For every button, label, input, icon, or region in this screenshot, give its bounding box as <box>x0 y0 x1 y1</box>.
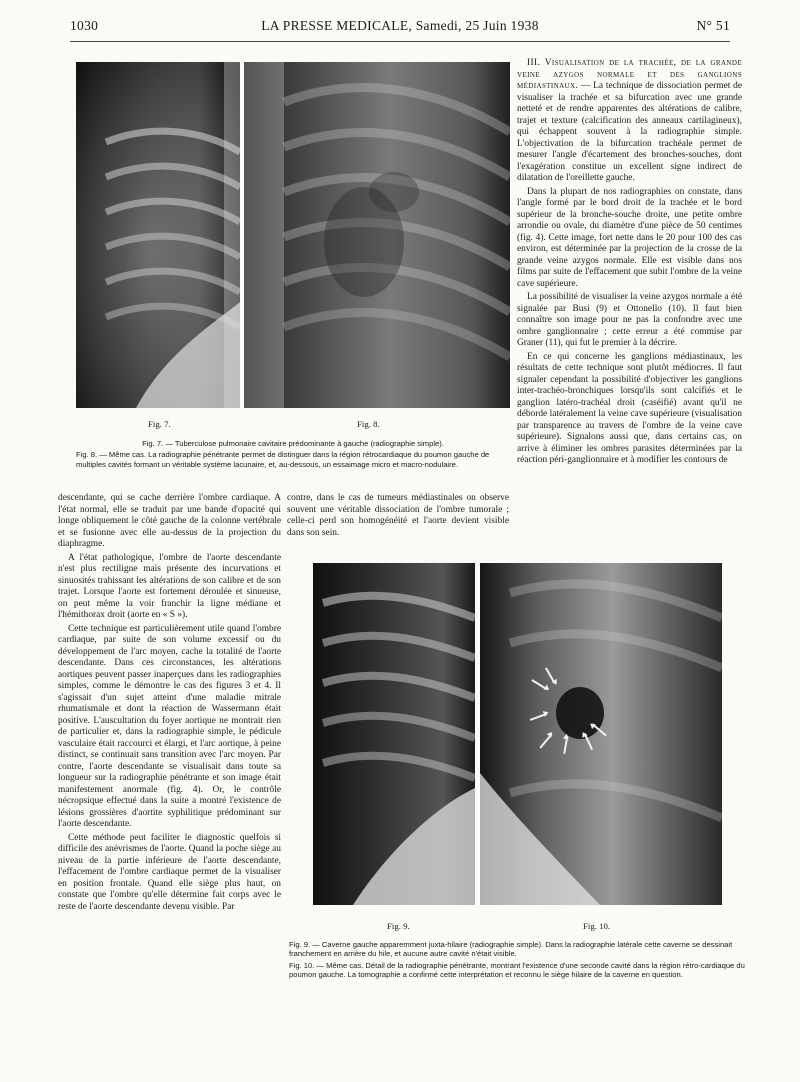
caption-fig-10: Fig. 10. — Même cas. Détail de la radiographie pénétrante, montrant l'existence d'une seconde cavité dans la région rétro-cardiaque du poumon gauche. La tomographie a confirmé cette interprétation et reconnu le siège hilaire de la caverne en question. <box>289 960 745 979</box>
figures-9-10-caption <box>289 940 749 981</box>
figures-7-8-caption <box>76 439 510 471</box>
right-column-text <box>517 58 742 469</box>
right-paragraph-3: La possibilité de visualiser la veine azygos normale a été signalée par Busi (9) et Ottonello (10). Il faut bien connaître son image pour ne pas la confondre avec une ombre ganglionnaire ; cette erreur a été commise par Graner (11), qui fut le premier à la décrire. <box>517 292 742 348</box>
left-paragraph-4: Cette méthode peut faciliter le diagnostic quelfois si difficile des anévrismes de l'aorte. Quand la poche siège au niveau de la partie inférieure de l'aorte descendante, l'effacement de l'ombre cardiaque permet de la visualiser en position frontale. Quand elle siège plus haut, on constate que l'ombre qu'elle détermine fait corps avec le reste de l'aorte descendante devenu visible. Par <box>58 832 281 912</box>
right-paragraph-2: Dans la plupart de nos radiographies on constate, dans l'angle formé par le bord droit de la trachée et le bord supérieur de la bronche-souche droite, une petite ombre arrondie ou ovale, du diamètre d'une pièce de 50 centimes (fig. 4). Cette image, fort nette dans le 20 pour 100 des cas environ, est déterminée par la projection de la crosse de la grande veine azygos normale. Elle est visible dans nos films par suite de l'effacement que subit l'ombre de la veine cave supérieure. <box>517 186 742 289</box>
header-rule <box>70 41 730 42</box>
left-paragraph-2: A l'état pathologique, l'ombre de l'aorte descendante n'est plus rectiligne mais présente des incurvations et sinuosités trahissant les altérations de son calibre et de son trajet. Lorsque l'aorte est fortement déroulée et sinueuse, on peut même la voir franchir la ligne médiane et l'hémithorax droit (aorte en « S »). <box>58 552 281 620</box>
left-paragraph-3: Cette technique est particulièrement utile quand l'ombre cardiaque, par suite de son volume excessif ou du développement de l'arc moyen, cache la totalité de l'aorte descendante. Dans ces circonstances, les altérations aortiques peuvent passer inaperçues dans les radiographies simples, comme le démontre le cas des figures 3 et 4. Il s'agissait d'un sujet atteint d'une maladie mitrale rhumatismale et dont la réaction de Wassermann était positive. L'auscultation du foyer aortique ne montrait rien de particulier et, dans la radiographie simple, le pédicule vasculaire était raccourci et élargi, et l'arc aortique, à peine distinct, se continuait sans transition avec l'arc moyen. Par contre, l'aorte descendante se visualisait dans toute sa longueur sur la radiographie pénétrante et son image était manifestement anormale (fig. 4). Or, le contrôle nécropsique effectué dans la suite a montré l'existence de lésions grossières d'aortite syphilitique prédominant sur l'aorte descendante. <box>58 623 281 829</box>
right-paragraph-4: En ce qui concerne les ganglions médiastinaux, les résultats de cette technique sont plutôt médiocres. Il faut signaler cependant la possibilité d'objectiver les ganglions inter-trachéo-bronchiques lorsqu'ils sont calcifiés et le ganglion latéro-trachéal droit (caséifié) avant qu'il ne déborde latéralement la veine cave supérieure (visualisation par transparence au travers de l'ombre de la veine cave supérieure). Signalons aussi que, dans certains cas, on arrive à éliminer les ombres parasites déterminées par la réaction péri-ganglionnaire et à modifier les contours de <box>517 351 742 465</box>
figure-7-label: Fig. 7. <box>148 419 171 429</box>
running-header <box>70 18 730 40</box>
issue-number: N° 51 <box>696 18 730 33</box>
middle-column-text <box>287 493 509 541</box>
figure-7-radiograph <box>76 62 240 408</box>
page-number: 1030 <box>70 18 99 33</box>
figure-9-label: Fig. 9. <box>387 921 410 931</box>
right-paragraph-1: — La technique de dissociation permet de visualiser la trachée et sa bifurcation avec une grande netteté et de rendre apparentes des altérations de calibre, trajet et texture (calcification des anneaux cartilagineux), qui échappent souvent à la radiographie simple. L'objectivation de la bifurcation trachéale permet de mesurer l'angle d'écartement des bronches-souches, dont l'exagération constitue un excellent signe indirect de dilatation de l'oreillette gauche. <box>517 81 743 183</box>
caption-fig-7: Fig. 7. — Tuberculose pulmonaire cavitaire prédominante à gauche (radiographie simple). <box>142 439 444 448</box>
journal-title: LA PRESSE MEDICALE, Samedi, 25 Juin 1938 <box>261 18 539 33</box>
middle-paragraph-1: contre, dans le cas de tumeurs médiastinales on observe souvent une véritable dissociation de l'ombre tumorale ; celle-ci perd son homogénéité et l'aorte devient visible dans son sein. <box>287 493 509 538</box>
figure-10-label: Fig. 10. <box>583 921 611 931</box>
left-column-text <box>58 493 281 915</box>
caption-fig-8: Fig. 8. — Même cas. La radiographie pénétrante permet de distinguer dans la région rétrocardiaque du poumon gauche de multiples cavités formant un véritable système lacunaire, et, au-dessous, un essaimage micro et macro-nodulaire. <box>76 450 490 469</box>
caption-fig-9: Fig. 9. — Caverne gauche apparemment juxta-hilaire (radiographie simple). Dans la radiographie latérale cette caverne se dessinait franchement en arrière du hile, et aucune autre cavité n'était visible. <box>289 940 733 959</box>
figure-9-radiograph <box>313 563 475 905</box>
left-paragraph-1: descendante, qui se cache derrière l'ombre cardiaque. A l'état normal, elle se traduit par une bande d'opacité qui longe obliquement le côté gauche de la colonne vertébrale et se fusionne avec elle au-dessus de la projection du diaphragme. <box>58 493 281 549</box>
figure-8-label: Fig. 8. <box>357 419 380 429</box>
figure-10-radiograph <box>480 563 722 905</box>
figure-8-radiograph <box>244 62 510 408</box>
section-heading: III. Visualisation de la trachée, de la grande veine azygos normale et des ganglions médiastinaux. <box>517 58 742 91</box>
